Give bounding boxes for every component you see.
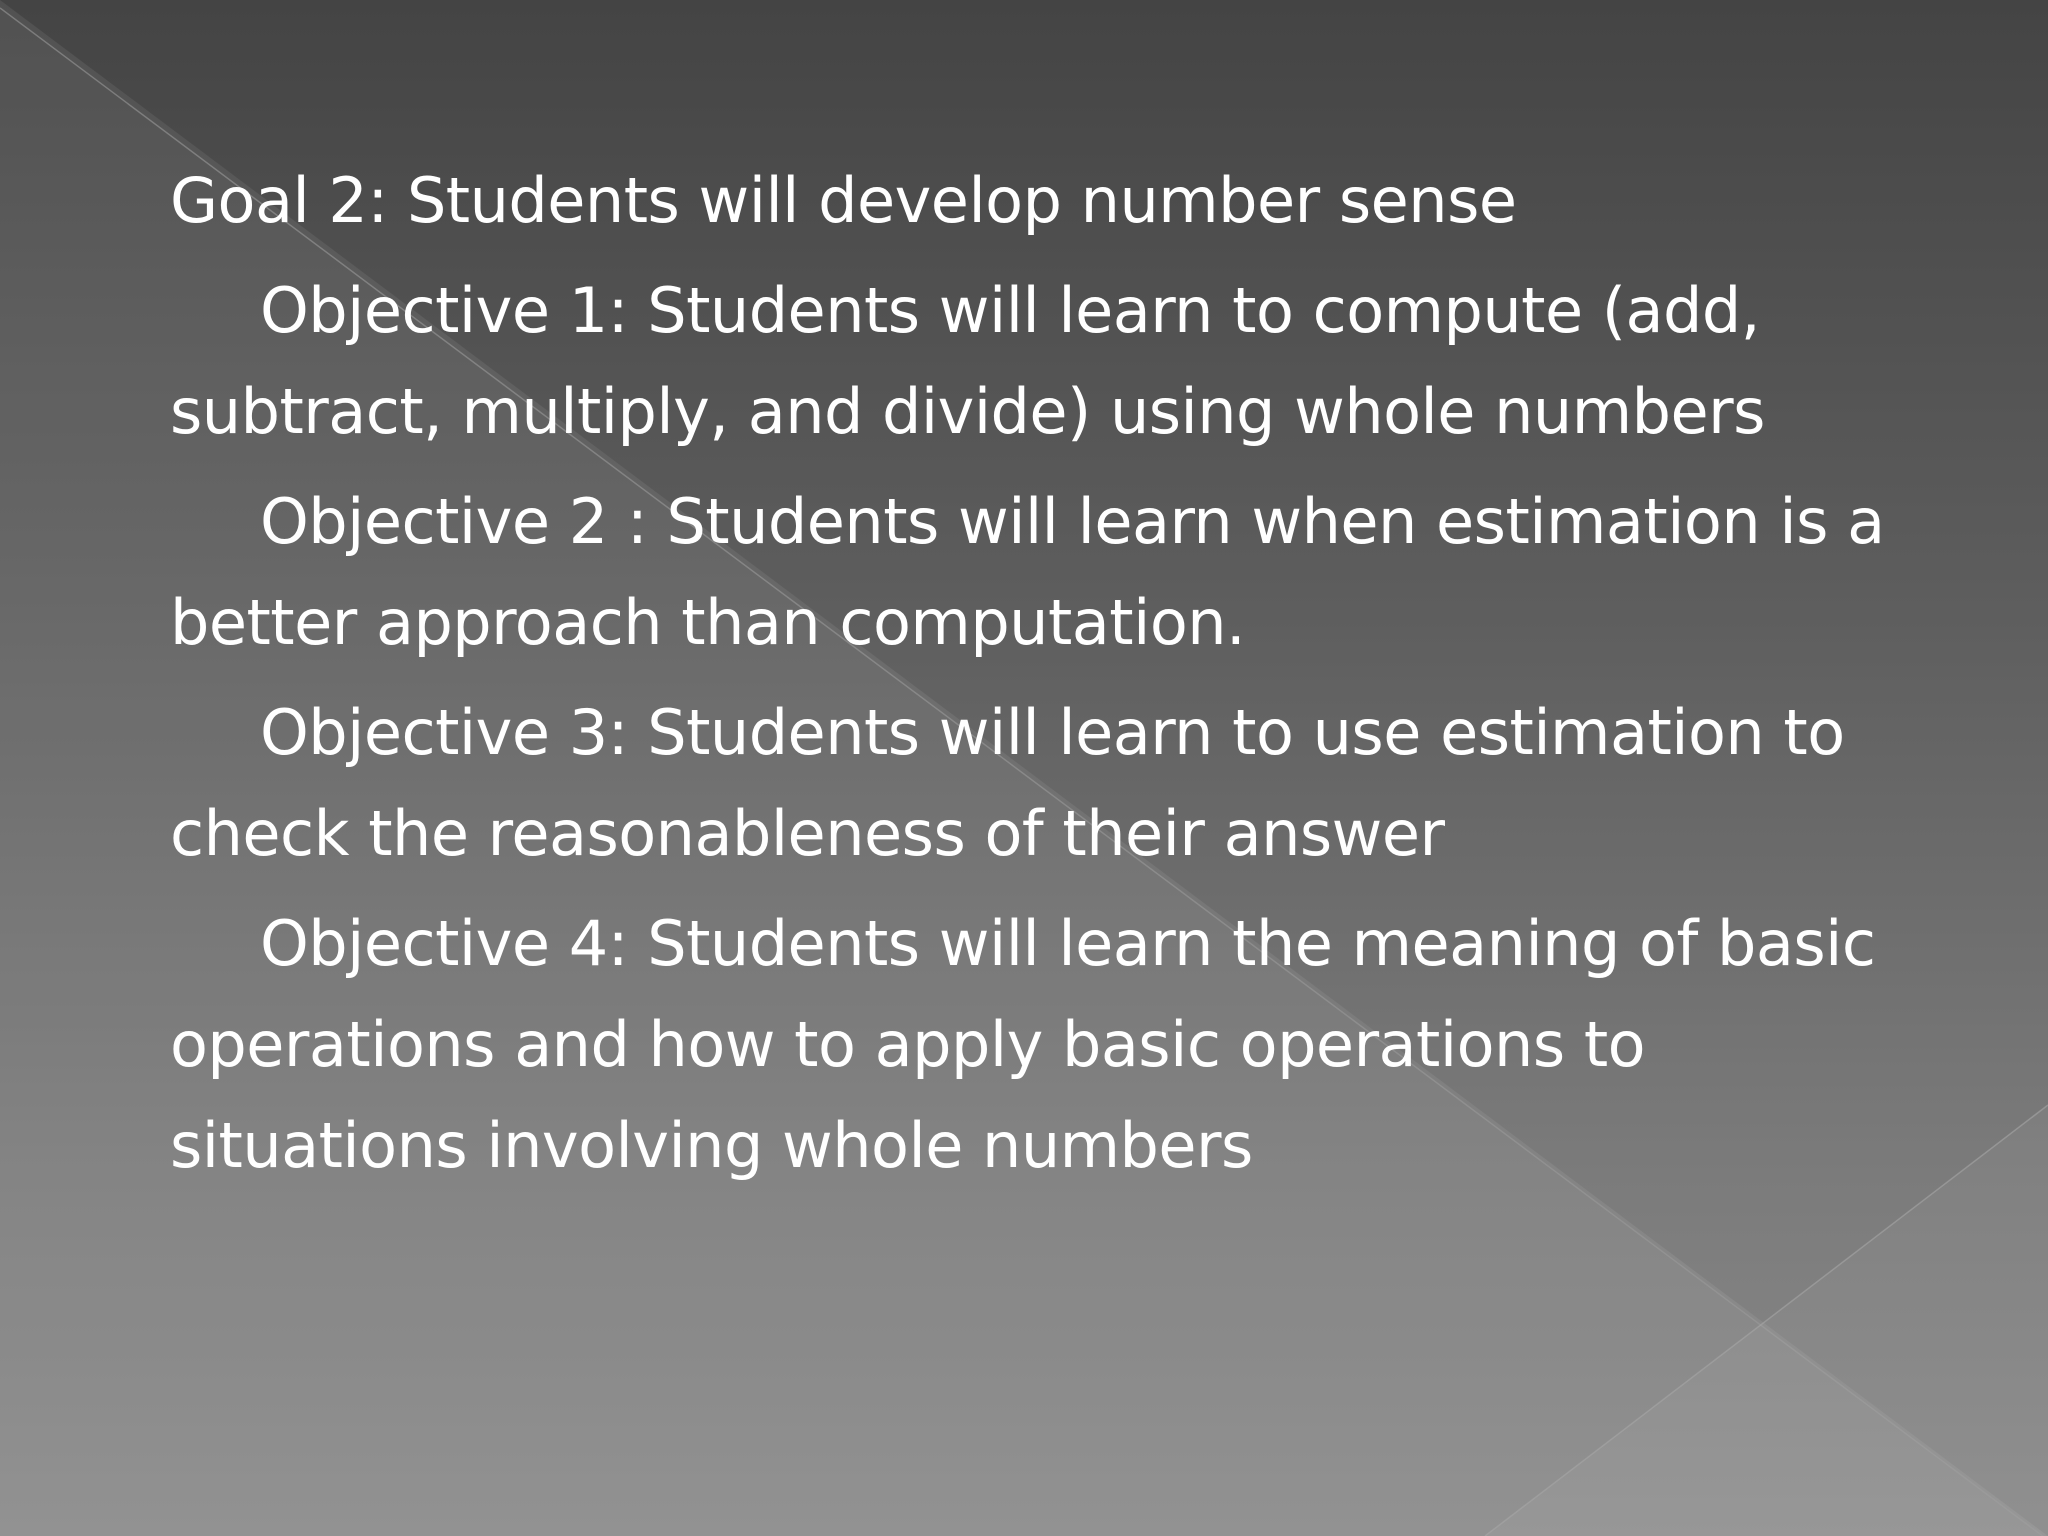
goal-text: Goal 2: Students will develop number sense: [170, 164, 1517, 237]
slide-body: [170, 150, 1890, 1205]
objective-2-text: Objective 2 : Students will learn when estimation is a better approach than computation.: [170, 485, 1885, 659]
objective-1-text: Objective 1: Students will learn to compute (add, subtract, multiply, and divide) using whole numbers: [170, 274, 1765, 448]
objective-4-text: Objective 4: Students will learn the meaning of basic operations and how to apply basic operations to situations involving whole numbers: [170, 907, 1876, 1182]
objective-3-text: Objective 3: Students will learn to use estimation to check the reasonableness of their answer: [170, 696, 1845, 870]
